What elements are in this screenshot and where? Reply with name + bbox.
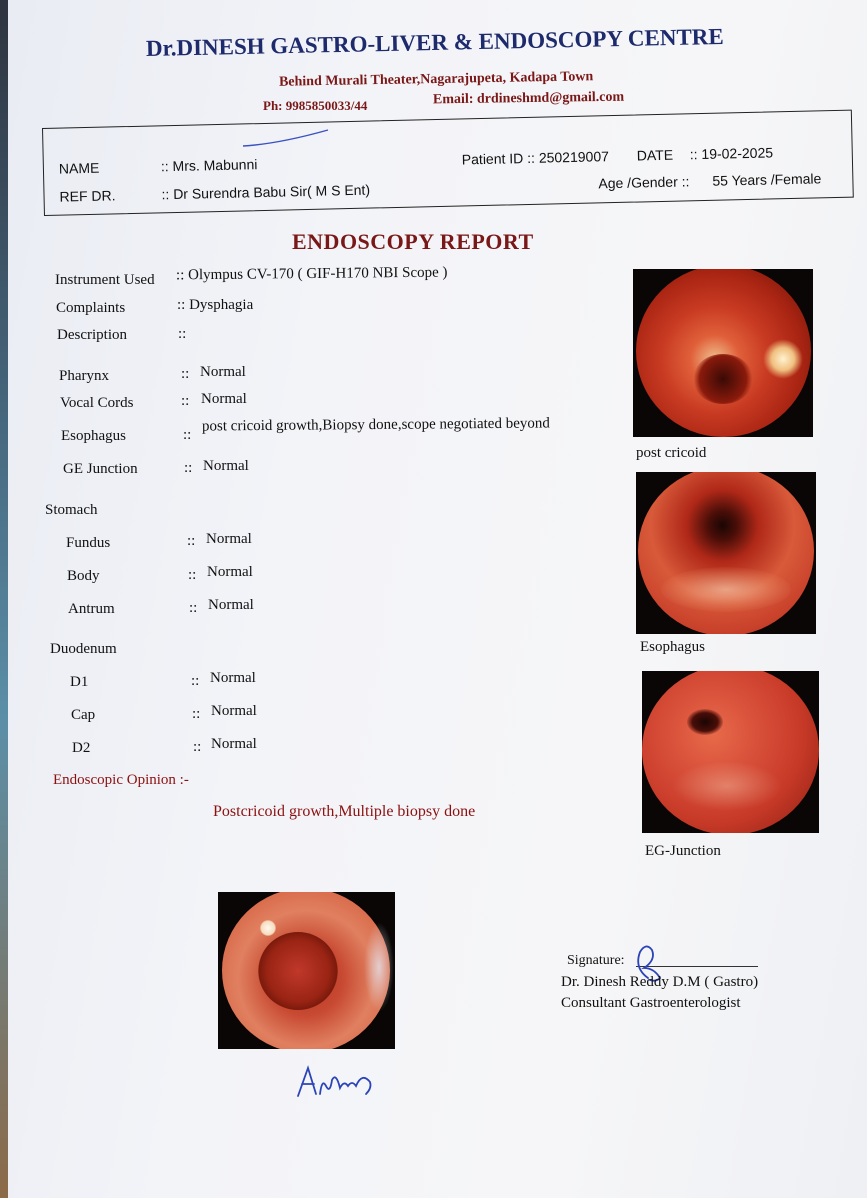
vocal-cords-value: Normal: [201, 391, 247, 407]
endoscopy-image-eg-junction: [642, 671, 819, 833]
caption-post-cricoid: post cricoid: [636, 445, 707, 461]
pharynx-label: Pharynx: [59, 368, 109, 384]
complaints-value: :: Dysphagia: [177, 297, 254, 313]
antrum-separator: ::: [189, 600, 198, 616]
endoscopy-image-post-cricoid: [633, 269, 813, 437]
d1-separator: ::: [191, 673, 200, 689]
esophagus-value: post cricoid growth,Biopsy done,scope negotiated beyond: [201, 415, 550, 435]
ge-junction-label: GE Junction: [63, 461, 138, 477]
patient-info-box: [42, 110, 854, 216]
endoscopy-image-duodenum: [218, 892, 395, 1049]
ge-junction-value: Normal: [203, 458, 249, 474]
cap-separator: ::: [192, 706, 201, 722]
d2-label: D2: [72, 740, 91, 756]
clinic-address: Behind Murali Theater,Nagarajupeta, Kadapa Town: [278, 69, 594, 90]
instrument-value: :: Olympus CV-170 ( GIF-H170 NBI Scope ): [175, 264, 448, 284]
name-label: NAME: [58, 159, 100, 177]
duodenum-heading: Duodenum: [50, 641, 117, 657]
vocal-cords-separator: ::: [181, 393, 190, 409]
pharynx-value: Normal: [200, 364, 246, 380]
age-gender-value: 55 Years /Female: [712, 170, 822, 189]
caption-eg-junction: EG-Junction: [645, 843, 721, 859]
clinic-email: Email: drdineshmd@gmail.com: [432, 89, 625, 108]
complaints-label: Complaints: [56, 300, 126, 316]
name-value: :: Mrs. Mabunni: [160, 156, 258, 175]
esophagus-label: Esophagus: [61, 428, 126, 444]
d1-value: Normal: [210, 670, 256, 686]
date-value: :: 19-02-2025: [689, 144, 774, 163]
age-gender-label: Age /Gender ::: [598, 173, 690, 192]
pharynx-separator: ::: [181, 366, 190, 382]
fundus-label: Fundus: [66, 535, 111, 551]
body-label: Body: [67, 568, 100, 584]
ref-value: :: Dr Surendra Babu Sir( M S Ent): [161, 181, 371, 203]
signatory-title: Consultant Gastroenterologist: [561, 995, 741, 1011]
d2-value: Normal: [211, 736, 257, 752]
opinion-text: Postcricoid growth,Multiple biopsy done: [213, 803, 476, 820]
body-separator: ::: [188, 567, 197, 583]
signature-label: Signature:: [567, 953, 625, 968]
stomach-heading: Stomach: [45, 502, 98, 518]
esophagus-separator: ::: [183, 427, 192, 443]
vocal-cords-label: Vocal Cords: [60, 395, 134, 411]
description-value: ::: [178, 326, 187, 342]
caption-esophagus: Esophagus: [640, 639, 705, 655]
antrum-label: Antrum: [68, 601, 115, 617]
ref-label: REF DR.: [59, 187, 116, 205]
fundus-value: Normal: [206, 531, 252, 547]
d2-separator: ::: [193, 739, 202, 755]
d1-label: D1: [70, 674, 89, 690]
report-title: ENDOSCOPY REPORT: [292, 229, 534, 254]
cap-value: Normal: [211, 703, 257, 719]
endoscopy-image-esophagus: [636, 472, 816, 634]
instrument-label: Instrument Used: [55, 272, 155, 288]
fundus-separator: ::: [187, 533, 196, 549]
signatory-name: Dr. Dinesh Reddy D.M ( Gastro): [561, 974, 759, 990]
date-label: DATE: [636, 146, 674, 164]
body-value: Normal: [207, 564, 253, 580]
patient-id: Patient ID :: 250219007: [461, 148, 610, 168]
description-label: Description: [57, 327, 127, 343]
clinic-phone: Ph: 9985850033/44: [263, 98, 368, 113]
clinic-name: Dr.DINESH GASTRO-LIVER & ENDOSCOPY CENTRE: [145, 23, 724, 61]
opinion-label: Endoscopic Opinion :-: [53, 772, 189, 788]
cap-label: Cap: [71, 707, 96, 723]
handwritten-initials: [292, 1058, 382, 1104]
ge-junction-separator: ::: [184, 460, 193, 476]
antrum-value: Normal: [208, 597, 254, 613]
